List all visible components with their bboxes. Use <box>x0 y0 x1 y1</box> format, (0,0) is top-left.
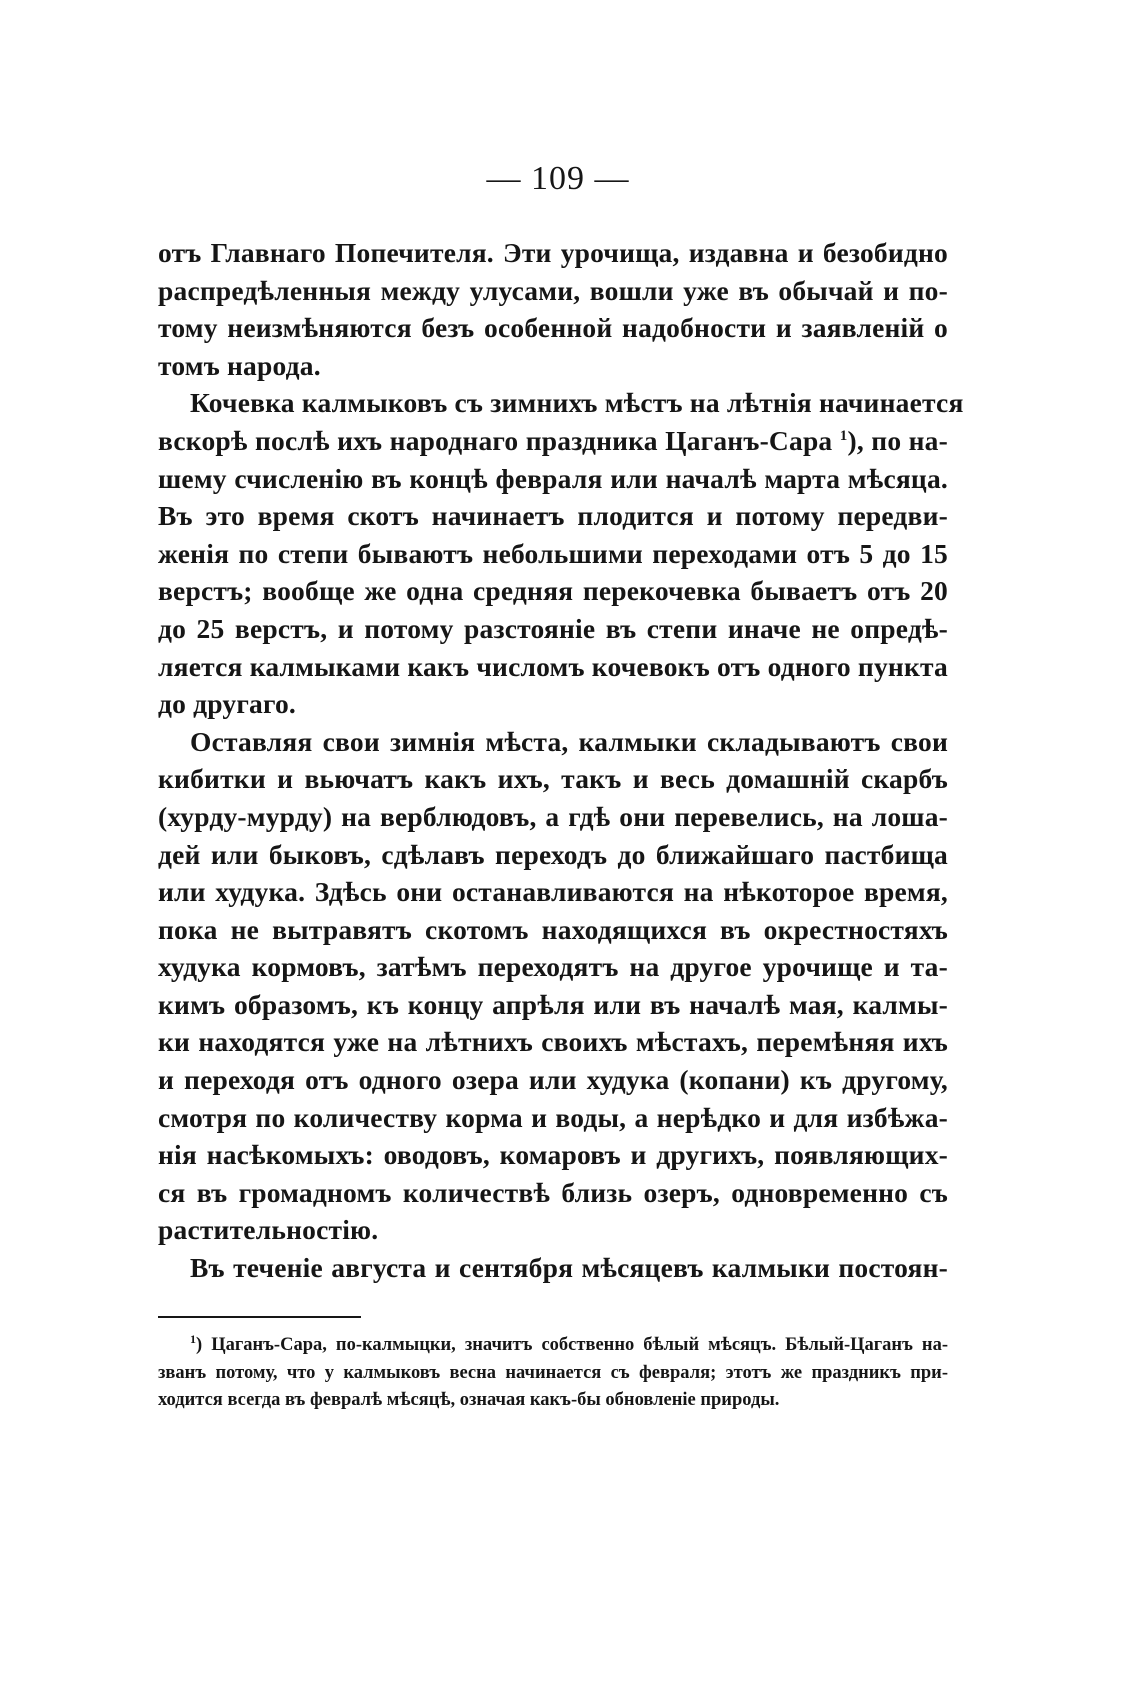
text-line: отъ Главнаго Попечителя. Эти урочища, издавна и безобидно <box>158 237 948 268</box>
text-line: кимъ образомъ, къ концу апрѣля или въ началѣ мая, калмы- <box>158 988 948 1020</box>
text-line-with-footnote <box>158 422 948 460</box>
text-line: ляется калмыками какъ числомъ кочевокъ отъ одного пункта <box>158 650 948 682</box>
text-line: дей или быковъ, сдѣлавъ переходъ до ближайшаго пастбища <box>158 838 948 870</box>
page-number: — 109 — <box>486 160 630 197</box>
text-line: верстъ; вообще же одна средняя перекочевка бываетъ отъ 20 <box>158 575 948 607</box>
text-line: нія насѣкомыхъ: оводовъ, комаровъ и другихъ, появляющих- <box>158 1139 948 1171</box>
text-line: ки находятся уже на лѣтнихъ своихъ мѣстахъ, перемѣняя ихъ <box>158 1026 948 1058</box>
text-line: тому неизмѣняются безъ особенной надобности и заявленій о <box>158 312 948 344</box>
main-text <box>158 234 964 1287</box>
text-line: смотря по количеству корма и воды, а нерѣдко и для избѣжа- <box>158 1101 948 1133</box>
footnote-text: ) Цаганъ-Сара, по-калмыцки, значитъ собственно бѣлый мѣсяцъ. Бѣлый-Цаганъ на- <box>196 1335 948 1355</box>
footnote-divider <box>158 1316 361 1318</box>
text-line: Въ теченіе августа и сентября мѣсяцевъ калмыки постоян- <box>190 1252 948 1284</box>
footnote <box>158 1332 948 1415</box>
text-line: томъ народа. <box>158 349 321 381</box>
text-fragment: вскорѣ послѣ ихъ народнаго праздника Цаганъ-Сара <box>158 424 833 456</box>
text-line: Въ это время скотъ начинаетъ плодится и потому передви- <box>158 500 948 532</box>
text-line: Кочевка калмыковъ съ зимнихъ мѣстъ на лѣтнія начинается <box>190 387 964 419</box>
text-line: худука кормовъ, затѣмъ переходятъ на другое урочище и та- <box>158 951 948 983</box>
footnote-line: ходится всегда въ февралѣ мѣсяцѣ, означая какъ-бы обновленіе природы. <box>158 1390 780 1410</box>
footnote-line <box>158 1332 948 1360</box>
text-line: кибитки и вьючатъ какъ ихъ, такъ и весь домашній скарбъ <box>158 763 948 795</box>
footnote-mark: 1 <box>190 1331 196 1346</box>
footnote-reference: 1 <box>839 427 848 444</box>
text-line: ся въ громадномъ количествѣ близь озеръ, одновременно съ <box>158 1176 948 1208</box>
text-line: до 25 верстъ, и потому разстояніе въ степи иначе не опредѣ- <box>158 612 948 644</box>
text-line: Оставляя свои зимнія мѣста, калмыки складываютъ свои <box>190 725 948 757</box>
text-line: растительностію. <box>158 1214 379 1246</box>
text-line: или худука. Здѣсь они останавливаются на нѣкоторое время, <box>158 876 948 908</box>
text-line: шему счисленію въ концѣ февраля или началѣ марта мѣсяца. <box>158 462 948 494</box>
text-line: и переходя отъ одного озера или худука (копани) къ другому, <box>158 1064 948 1096</box>
text-line: пока не вытравятъ скотомъ находящихся въ окрестностяхъ <box>158 913 948 945</box>
text-line: распредѣленныя между улусами, вошли уже въ обычай и по- <box>158 274 948 306</box>
text-line: женія по степи бываютъ небольшими переходами отъ 5 до 15 <box>158 537 948 569</box>
footnote-line: званъ потому, что у калмыковъ весна начинается съ февраля; этотъ же праздникъ при- <box>158 1362 948 1383</box>
text-line: (хурду-мурду) на верблюдовъ, а гдѣ они перевелись, на лоша- <box>158 800 948 832</box>
text-fragment: ), по на- <box>847 424 948 456</box>
text-line: до другаго. <box>158 688 296 720</box>
